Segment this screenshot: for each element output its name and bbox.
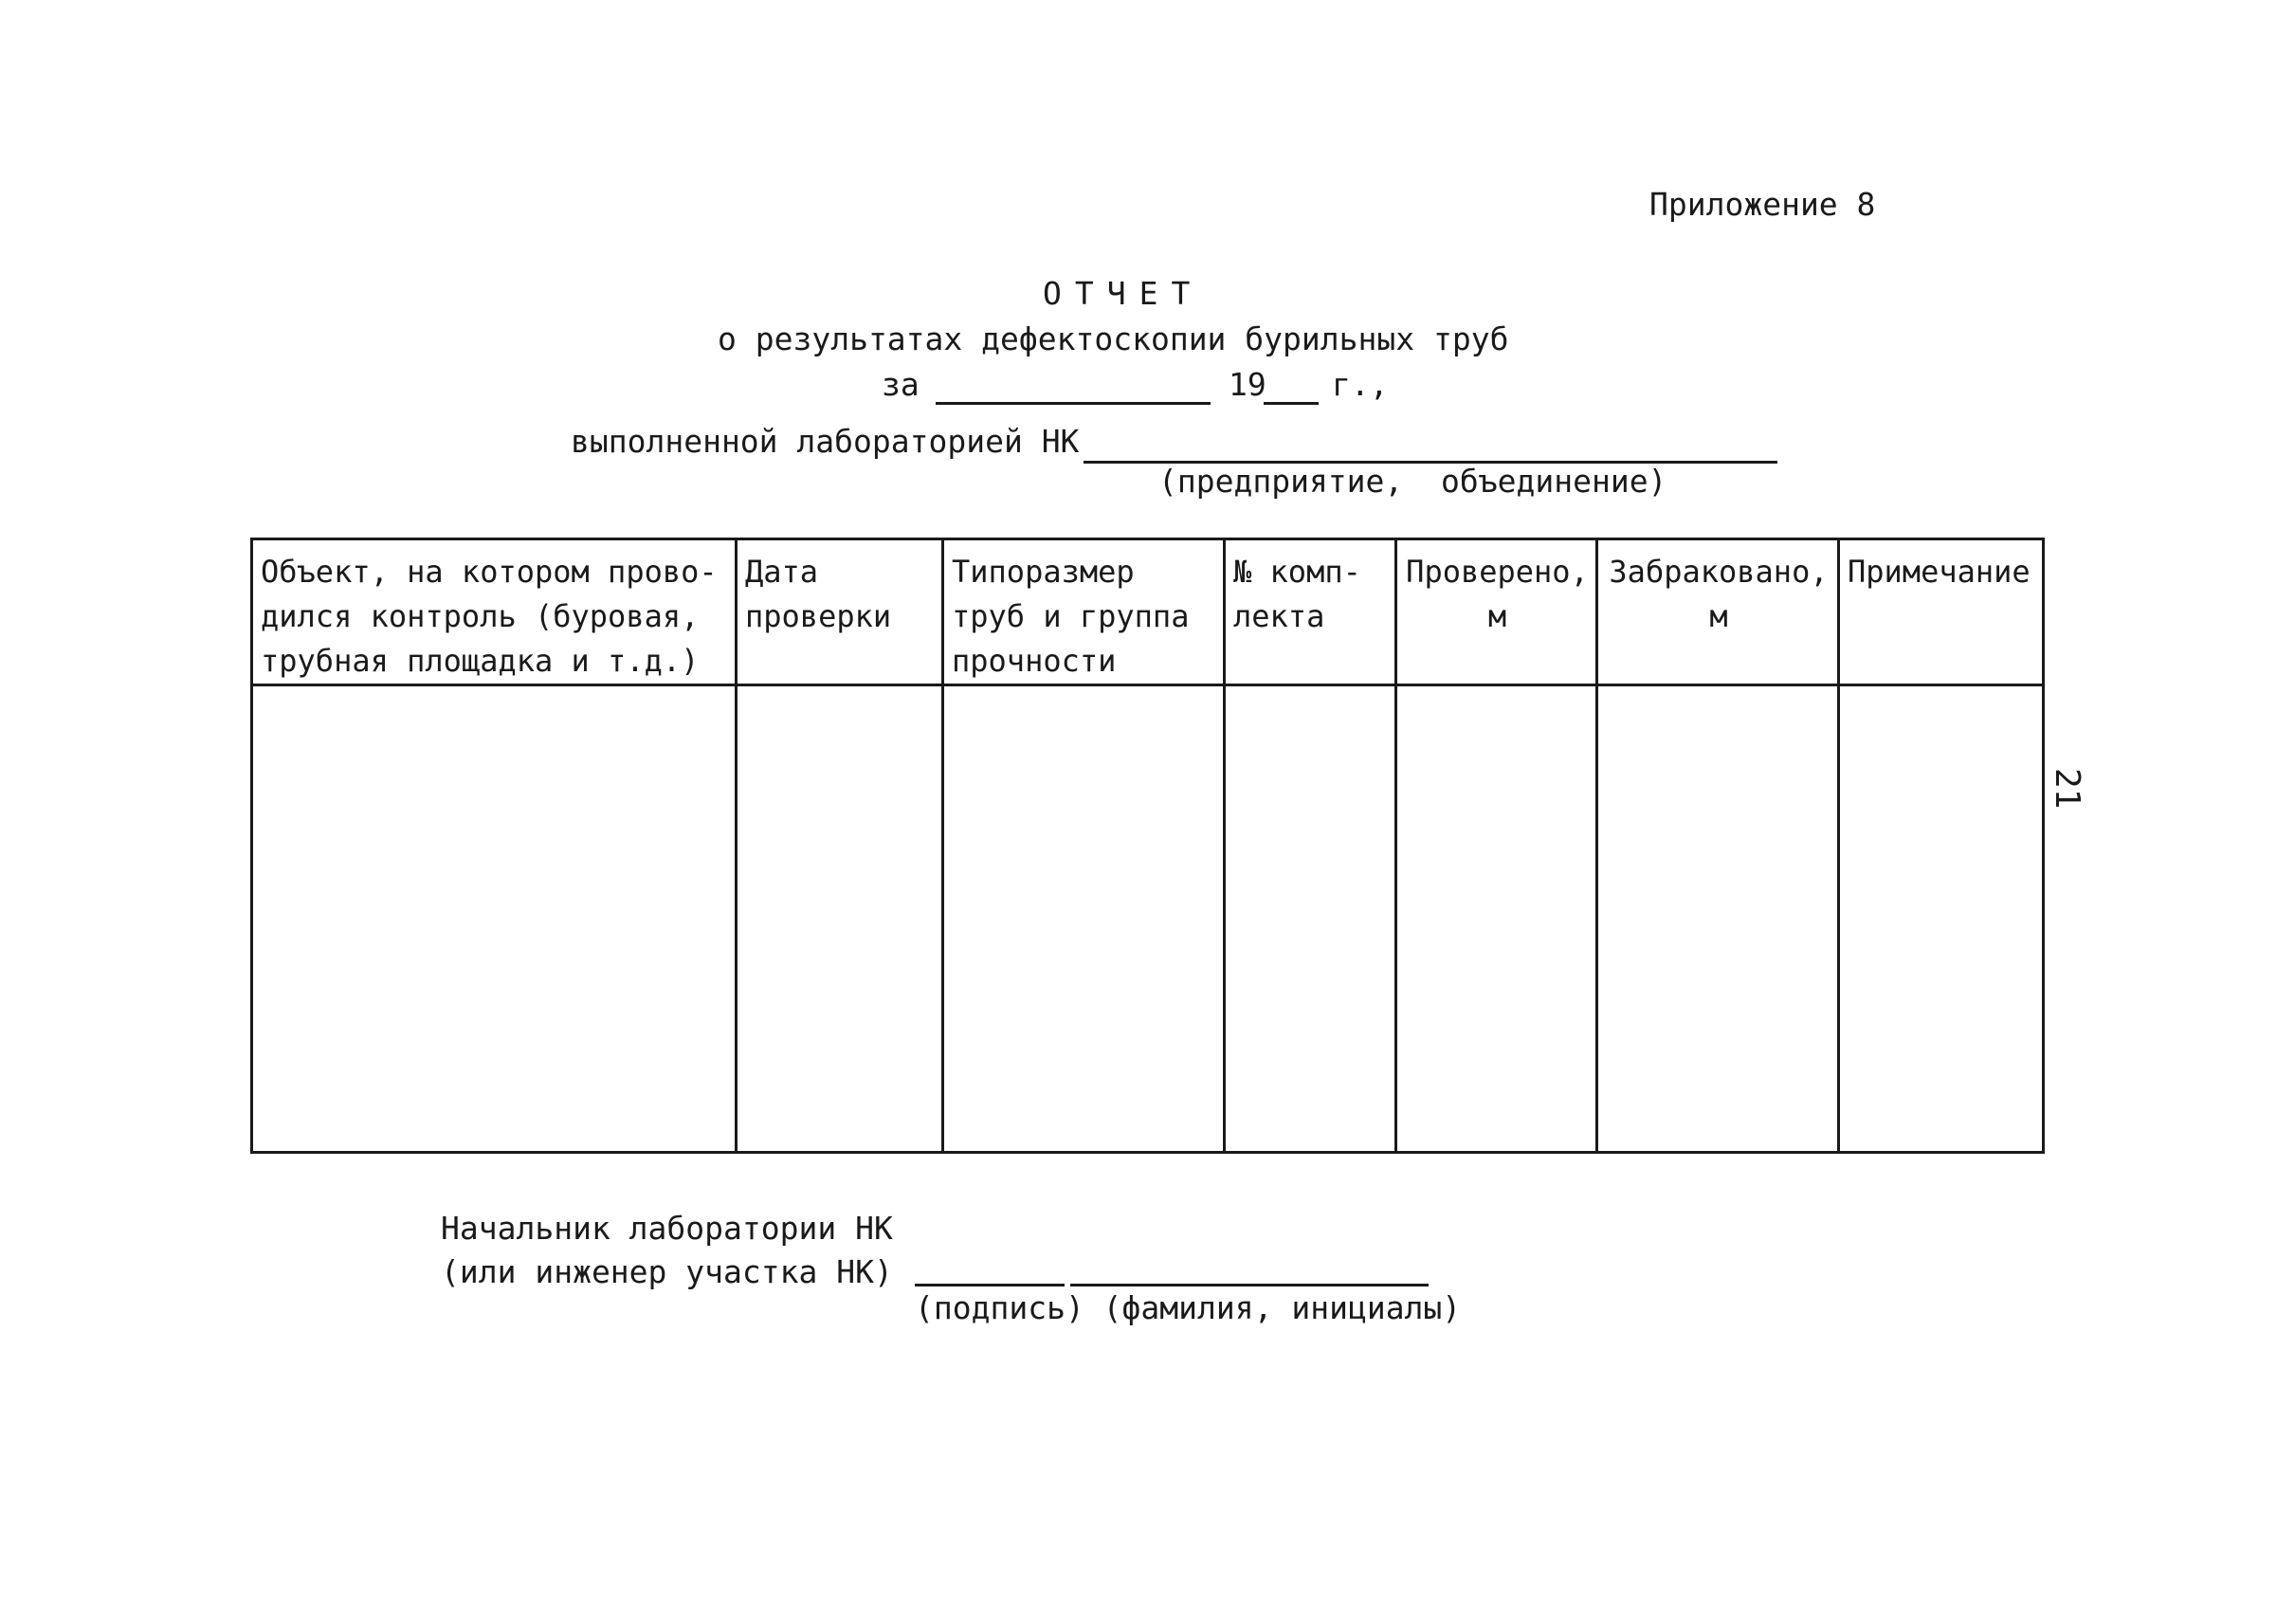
- period-suffix: г.,: [1332, 366, 1389, 403]
- name-blank-line[interactable]: [1070, 1284, 1429, 1286]
- signature-caption: (подпись) (фамилия, инициалы): [915, 1289, 1462, 1326]
- signer-role-line1: Начальник лаборатории НК: [441, 1210, 893, 1247]
- column-header-checked: Проверено, м: [1396, 539, 1597, 685]
- column-header-object: Объект, на котором прово- дился контроль (буровая, трубная площадка и т.д.): [252, 539, 737, 685]
- period-prefix: за: [882, 366, 920, 403]
- table-cell-checked[interactable]: [1396, 685, 1597, 1153]
- period-blank-line[interactable]: [936, 402, 1211, 405]
- column-header-rejected: Забраковано, м: [1597, 539, 1839, 685]
- lab-label: выполненной лабораторией НК: [571, 423, 1080, 460]
- column-header-note: Примечание: [1839, 539, 2044, 685]
- table-cell-date[interactable]: [737, 685, 943, 1153]
- column-header-date: Дата проверки: [737, 539, 943, 685]
- table-cell-rejected[interactable]: [1597, 685, 1839, 1153]
- period-year: 19: [1229, 366, 1266, 403]
- document-subtitle: о результатах дефектоскопии бурильных труб: [718, 320, 1509, 357]
- document-title: ОТЧЕТ: [1043, 275, 1204, 312]
- page-number: 21: [2048, 768, 2086, 810]
- column-header-pipe-size: Типоразмер труб и группа прочности: [943, 539, 1225, 685]
- report-table: [250, 538, 2045, 1154]
- column-header-set-number: № комп- лекта: [1225, 539, 1396, 685]
- table-cell-pipe-size[interactable]: [943, 685, 1225, 1153]
- table-cell-note[interactable]: [1839, 685, 2044, 1153]
- lab-caption: (предприятие, объединение): [1158, 463, 1667, 500]
- table-header-row: [252, 539, 2044, 685]
- table-row: [252, 685, 2044, 1153]
- year-blank-line[interactable]: [1264, 402, 1319, 405]
- signature-blank-line[interactable]: [915, 1284, 1065, 1286]
- table-cell-object[interactable]: [252, 685, 737, 1153]
- signer-role-line2: (или инженер участка НК): [441, 1253, 893, 1290]
- table-cell-set-number[interactable]: [1225, 685, 1396, 1153]
- appendix-label: Приложение 8: [1649, 186, 1876, 223]
